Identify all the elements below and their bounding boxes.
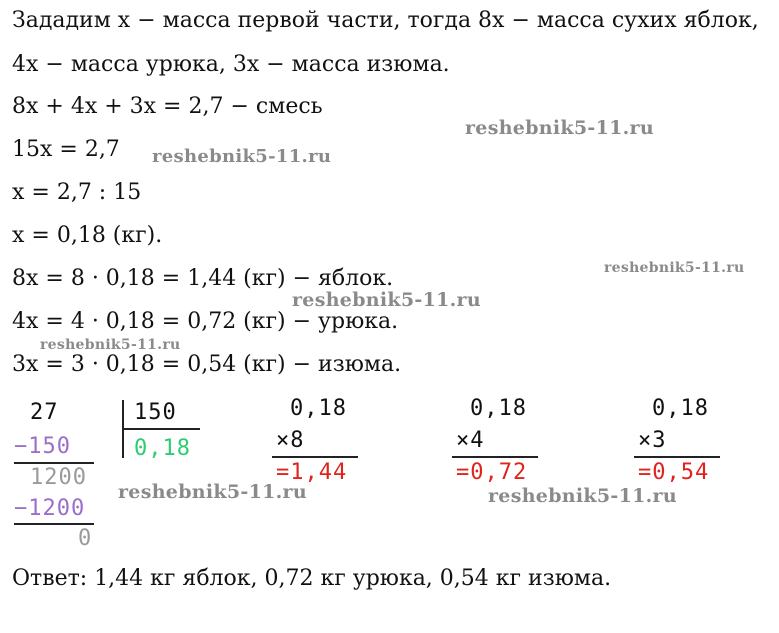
division-rule-2 (14, 523, 94, 525)
mult-3-top: 0,18 (652, 396, 709, 421)
mult-2-top: 0,18 (470, 396, 527, 421)
text-line-2: 4x − масса урюка, 3x − масса изюма. (12, 52, 450, 77)
division-rule-1 (14, 462, 94, 464)
equation-apricots: 4x = 4 · 0,18 = 0,72 (кг) − урюка. (12, 309, 399, 334)
watermark: reshebnik5-11.ru (118, 481, 307, 503)
mult-1-rule (272, 456, 358, 458)
answer-line: Ответ: 1,44 кг яблок, 0,72 кг урюка, 0,54 кг изюма. (12, 566, 612, 591)
watermark: reshebnik5-11.ru (40, 337, 181, 353)
equation-15x: 15x = 2,7 (12, 137, 120, 162)
division-subtrahend-2: −1200 (14, 496, 86, 521)
mult-2-factor: ×4 (456, 428, 485, 453)
mult-3-factor: ×3 (638, 428, 667, 453)
equation-raisins: 3x = 3 · 0,18 = 0,54 (кг) − изюма. (12, 352, 402, 377)
mult-2-rule (452, 456, 538, 458)
division-subtrahend-1: −150 (14, 434, 71, 459)
equation-x-division: x = 2,7 : 15 (12, 180, 142, 205)
watermark: reshebnik5-11.ru (488, 485, 677, 507)
mult-1-factor: ×8 (276, 428, 305, 453)
division-divisor: 150 (134, 400, 177, 425)
mult-3-result: =0,54 (638, 460, 710, 485)
mult-1-result: =1,44 (276, 460, 348, 485)
watermark: reshebnik5-11.ru (152, 146, 332, 167)
equation-apples: 8x = 8 · 0,18 = 1,44 (кг) − яблок. (12, 266, 394, 291)
equation-x-value: x = 0,18 (кг). (12, 223, 163, 248)
division-quotient: 0,18 (134, 436, 191, 461)
equation-mixture: 8x + 4x + 3x = 2,7 − смесь (12, 94, 323, 119)
watermark: reshebnik5-11.ru (465, 117, 654, 139)
watermark: reshebnik5-11.ru (604, 260, 745, 276)
watermark: reshebnik5-11.ru (292, 289, 481, 311)
division-remainder-1: 1200 (30, 465, 87, 490)
mult-3-rule (634, 456, 720, 458)
text-line-1: Зададим x − масса первой части, тогда 8x − масса сухих яблок, (12, 8, 759, 33)
division-divisor-rule (124, 428, 200, 430)
division-remainder-2: 0 (78, 526, 93, 551)
mult-1-top: 0,18 (290, 396, 347, 421)
division-dividend: 27 (30, 400, 59, 425)
mult-2-result: =0,72 (456, 460, 528, 485)
